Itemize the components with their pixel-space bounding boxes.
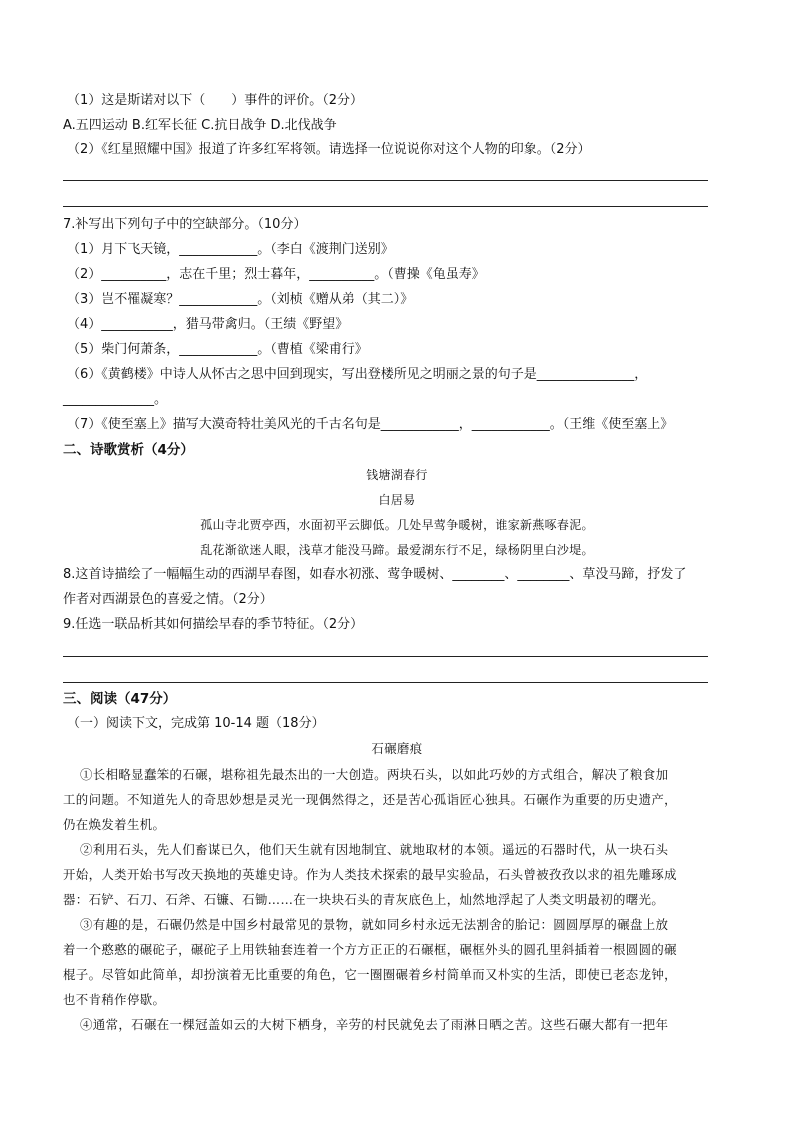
q7-item: （4）___________，猎马带禽归。（王绩《野望》: [67, 317, 349, 332]
article-line: 仍在焕发着生机。: [63, 817, 166, 832]
article-line: ①长相略显蠢笨的石碾，堪称祖先最杰出的一大创造。两块石头，以如此巧妙的方式组合，解决了粮食加: [80, 767, 669, 782]
section-heading: 三、阅读（47分）: [63, 691, 177, 707]
q7-item: ______________。: [63, 392, 168, 407]
answer-line[interactable]: [63, 656, 708, 657]
answer-line[interactable]: [63, 180, 708, 181]
article-line: ③有趣的是，石碾仍然是中国乡村最常见的景物，就如同乡村永远无法割舍的胎记：圆圆厚厚的碾盘上放: [80, 917, 669, 932]
article-line: 也不肯稍作停歇。: [63, 992, 166, 1007]
poem-title: 钱塘湖春行: [366, 468, 428, 482]
answer-line[interactable]: [63, 682, 708, 683]
article-line: ②利用石头，先人们畜谋已久，他们天生就有因地制宜、就地取材的本领。遥远的石器时代，从一块石头: [80, 842, 669, 857]
q7-item: （6）《黄鹤楼》中诗人从怀古之思中回到现实，写出登楼所见之明丽之景的句子是_______________，: [67, 367, 648, 382]
q9-text: 9.任选一联品析其如何描绘早春的季节特征。（2分）: [63, 617, 364, 632]
poem-line: 乱花渐欲迷人眼，浅草才能没马蹄。最爱湖东行不足，绿杨阴里白沙堤。: [200, 543, 594, 557]
q7-title: 7.补写出下列句子中的空缺部分。（10分）: [63, 217, 307, 232]
poem-author: 白居易: [378, 493, 416, 507]
q7-item: （3）岂不罹凝寒？____________。（刘桢《赠从弟（其二）》: [67, 292, 414, 307]
article-line: ④通常，石碾在一棵冠盖如云的大树下栖身，辛劳的村民就免去了雨淋日晒之苦。这些石碾大都有一把年: [80, 1017, 669, 1032]
answer-line[interactable]: [63, 206, 708, 207]
article-line: 棍子。尽管如此简单，却扮演着无比重要的角色，它一圈圈碾着乡村简单而又朴实的生活，即使已老态龙钟，: [63, 967, 677, 982]
q8-text: 作者对西湖景色的喜爱之情。（2分）: [63, 592, 273, 607]
q7-item: （7）《使至塞上》描写大漠奇特壮美风光的千古名句是____________，____________。（王维《使至塞上》: [67, 417, 674, 432]
article-title: 石碾磨痕: [371, 741, 423, 756]
q7-item: （2）__________，志在千里；烈士暮年，__________。（曹操《龟虽寿》: [67, 267, 485, 282]
q6-options: A.五四运动 B.红军长征 C.抗日战争 D.北伐战争: [63, 118, 337, 133]
q7-item: （1）月下飞天镜，____________。（李白《渡荆门送别》: [67, 242, 394, 257]
article-line: 开始，人类开始书写改天换地的英雄史诗。作为人类技术探索的最早实验品，石头曾被孜孜以求的祖先雕琢成: [63, 867, 677, 882]
q6-sub1: （1）这是斯诺对以下（ ）事件的评价。（2分）: [67, 93, 364, 108]
section-heading: 二、诗歌赏析（4分）: [63, 442, 194, 458]
q6-sub2: （2）《红星照耀中国》报道了许多红军将领。请选择一位说说你对这个人物的印象。（2分）: [67, 142, 591, 157]
reading-sub-heading: （一）阅读下文，完成第 10-14 题（18分）: [67, 716, 325, 731]
article-line: 着一个憨憨的碾砣子，碾砣子上用铁轴套连着一个方方正正的石碾框，碾框外头的圆孔里斜插着一根圆圆的碾: [63, 942, 677, 957]
article-line: 工的问题。不知道先人的奇思妙想是灵光一现偶然得之，还是苦心孤诣匠心独具。石碾作为重要的历史遗产，: [63, 792, 677, 807]
poem-line: 孤山寺北贾亭西，水面初平云脚低。几处早莺争暖树，谁家新燕啄春泥。: [200, 518, 594, 532]
article-line: 器：石铲、石刀、石斧、石镰、石锄……在一块块石头的青灰底色上，灿然地浮起了人类文明最初的曙光。: [63, 892, 665, 907]
q8-text: 8.这首诗描绘了一幅幅生动的西湖早春图，如春水初涨、莺争暖树、________、________、草没马蹄，抒发了: [63, 567, 687, 582]
q7-item: （5）柴门何萧条，____________。（曹植《梁甫行》: [67, 342, 368, 357]
